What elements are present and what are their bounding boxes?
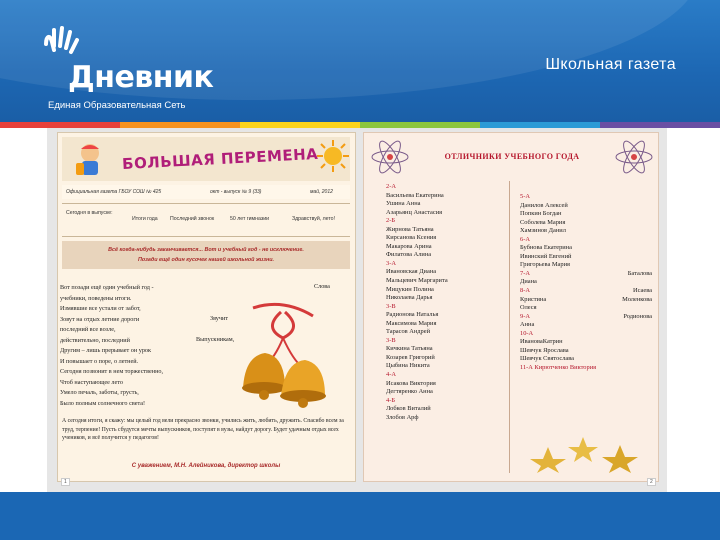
name-text: 4-Б xyxy=(386,396,395,404)
name-text: Шевчук Святослава xyxy=(520,355,574,363)
dnevnik-logo[interactable] xyxy=(38,22,218,111)
name-text: Макарова Арина xyxy=(386,242,432,250)
class-label xyxy=(520,270,656,279)
bells-illustration-icon xyxy=(223,298,343,413)
name-text: Мальцевич Маргарита xyxy=(386,277,448,285)
poem-line: Зовут на отдых летние дороги xyxy=(60,315,140,323)
poem-text xyxy=(60,283,210,409)
poem-line: действительно, последний xyxy=(60,336,130,344)
issue-number: окт - выпуск № 9 (33) xyxy=(210,189,262,195)
name-text: 8-А xyxy=(520,287,530,295)
name-text: Николаева Дарья xyxy=(386,294,433,302)
student-name xyxy=(386,286,506,295)
name-text: Злобов Арф xyxy=(386,413,419,421)
newspaper-page-left[interactable] xyxy=(57,132,356,482)
honor-roll-column-2 xyxy=(520,193,656,372)
stars-icon xyxy=(528,429,648,473)
contents-item[interactable]: Итоги года xyxy=(132,216,158,222)
poem-line: Измявшие все устали от забот, xyxy=(60,305,141,312)
student-name xyxy=(520,338,656,347)
name-text: Азарьянц Анастасия xyxy=(386,208,443,216)
student-name xyxy=(386,362,506,371)
class-label xyxy=(520,364,656,373)
name-text-right: Баталова xyxy=(627,269,652,277)
logo-wordmark: Дневник xyxy=(68,60,214,95)
student-name xyxy=(386,209,506,218)
name-text: 7-А xyxy=(520,269,530,277)
name-text: Хамзинов Данил xyxy=(520,227,566,235)
name-text: Тарасов Андрей xyxy=(386,328,430,336)
poem-line: Другим – лишь прерывает он урок xyxy=(60,347,152,354)
newspaper-page-right[interactable] xyxy=(363,132,659,482)
student-name xyxy=(386,345,506,354)
poem-line: Вот позади ещё один учебный год - xyxy=(60,284,154,291)
name-text: Мицукин Полина xyxy=(386,285,434,293)
name-text: Бубнова Екатерина xyxy=(520,244,572,252)
class-label xyxy=(386,303,506,312)
poem-line: Сегодня позвонит в нем торжественно, xyxy=(60,368,164,375)
name-text: Анна xyxy=(520,321,535,329)
newspaper-title: БОЛЬШАЯ ПЕРЕМЕНА xyxy=(121,144,319,174)
student-name xyxy=(520,253,656,262)
student-name xyxy=(520,347,656,356)
student-name xyxy=(520,304,656,313)
class-label xyxy=(520,330,656,339)
honor-roll-title: ОТЛИЧНИКИ УЧЕБНОГО ГОДА xyxy=(444,152,580,161)
poem-line-end: Звучит xyxy=(210,315,229,322)
class-label xyxy=(520,287,656,296)
poem-line: Было полным солнечного света! xyxy=(60,399,146,407)
issue-info-row xyxy=(62,185,350,199)
name-text: Кирсанова Ксения xyxy=(386,234,437,242)
poem-line: учебники, поведены итоги. xyxy=(60,294,132,302)
name-text: 3-В xyxy=(386,302,396,310)
name-text: Цыбина Никита xyxy=(386,362,430,370)
name-text: Данилов Алексей xyxy=(520,201,568,209)
quote-line: Позади ещё один кусочек нашей школьной жизни. xyxy=(137,257,275,263)
issue-contents xyxy=(62,203,350,237)
column-divider xyxy=(509,181,510,473)
name-text: Кристина xyxy=(520,295,547,303)
name-text: 2-А xyxy=(386,183,396,190)
name-text: Козарев Григорий xyxy=(386,353,435,361)
poem-line: Чтоб наступающее лето xyxy=(60,378,123,386)
student-name xyxy=(386,251,506,260)
class-label xyxy=(520,236,656,245)
name-text: Кичкина Татьяна xyxy=(386,345,433,353)
name-text: 11-А Кирютченко Виктория xyxy=(520,363,597,371)
slide-title: Школьная газета xyxy=(545,56,676,73)
name-text: Шевчук Ярослава xyxy=(520,346,569,354)
name-text: Диана xyxy=(520,278,537,286)
name-text: 3-А xyxy=(386,259,396,267)
name-text: Дегтяренко Анна xyxy=(386,388,433,396)
name-text: ИвановаКатрин xyxy=(520,338,563,346)
sun-icon xyxy=(316,139,350,173)
contents-item[interactable]: Последний звонок xyxy=(170,216,215,222)
student-name xyxy=(386,354,506,363)
name-text: Соболева Мария xyxy=(520,218,566,226)
quote-line: Всё когда-нибудь заканчивается... Вот и учебный год - не исключение. xyxy=(108,247,304,253)
name-text: Жирнова Татьяна xyxy=(386,225,434,233)
name-text: Ивановская Диана xyxy=(386,268,437,276)
student-name xyxy=(386,320,506,329)
student-name xyxy=(386,226,506,235)
name-text: Исакова Виктория xyxy=(386,379,436,387)
issue-publisher: Официальная газета ГБОУ СОШ № 425 xyxy=(66,189,162,195)
student-name xyxy=(386,311,506,320)
address-text: А сегодня итоги, я скажу: мы целый год вели прекрасно звонки, учились жить, любить, дружить. Спасибо всем за труд, терпение! Пусть сбудутся мечты выпускников, поступят в вузы, найдут дорогу. Будет удачным отдых всех учеников, и всё получится у педагогов! xyxy=(62,418,344,441)
class-label xyxy=(386,371,506,380)
name-text-right: Моленкова xyxy=(622,295,652,303)
poem-line-end: Выпускникам, xyxy=(196,336,235,343)
page-number: 2 xyxy=(647,478,656,486)
director-signature: С уважением, М.Н. Алейникова, директор школы xyxy=(131,463,281,469)
poem-line: Умело печаль, заботы, грусть, xyxy=(60,389,139,396)
contents-item[interactable]: Здравствуй, лето! xyxy=(292,216,335,222)
name-text: 10-А xyxy=(520,329,534,337)
name-text: Ивинский Евгений xyxy=(520,252,572,260)
student-name xyxy=(520,244,656,253)
class-label xyxy=(386,183,506,192)
name-text: 9-А xyxy=(520,312,530,320)
issue-date: май, 2012 xyxy=(310,189,333,195)
newspaper-viewer[interactable] xyxy=(47,128,667,492)
class-label xyxy=(386,217,506,226)
student-name xyxy=(386,380,506,389)
class-label xyxy=(386,397,506,406)
class-label xyxy=(520,313,656,322)
student-name xyxy=(520,321,656,330)
editorial-quote xyxy=(62,241,350,269)
student-name xyxy=(386,294,506,303)
student-name xyxy=(386,405,506,414)
student-name xyxy=(386,277,506,286)
contents-label: Сегодня в выпуске: xyxy=(66,210,113,216)
class-label xyxy=(386,337,506,346)
poem-line: последний все возле, xyxy=(60,326,116,333)
name-text: Васильева Екатерина xyxy=(386,191,444,199)
name-text-right: Родионова xyxy=(623,312,652,320)
student-name xyxy=(386,243,506,252)
name-text: 4-А xyxy=(386,371,396,379)
name-text: Лобков Виталий xyxy=(386,405,431,413)
student-name xyxy=(386,388,506,397)
logo-subtitle: Единая Образовательная Сеть xyxy=(48,100,186,111)
student-name xyxy=(520,210,656,219)
name-text: 3-В xyxy=(386,336,396,344)
student-name xyxy=(386,328,506,337)
newspaper-banner xyxy=(62,137,350,181)
student-name xyxy=(520,227,656,236)
name-text: Максимова Мария xyxy=(386,319,437,327)
name-text: Попкин Богдан xyxy=(520,210,562,218)
student-name xyxy=(386,200,506,209)
student-name xyxy=(386,268,506,277)
student-name xyxy=(520,278,656,287)
name-text: Радионова Наталья xyxy=(386,311,439,319)
mascot-icon xyxy=(72,141,108,181)
page-number: 1 xyxy=(61,478,70,486)
student-name xyxy=(520,261,656,270)
class-label xyxy=(520,193,656,202)
name-text: 2-Б xyxy=(386,217,395,225)
contents-item[interactable]: 50 лет гимназии xyxy=(230,216,269,222)
student-name xyxy=(520,355,656,364)
name-text: 6-А xyxy=(520,235,530,243)
class-label xyxy=(386,260,506,269)
student-name xyxy=(520,219,656,228)
student-name xyxy=(386,192,506,201)
student-name xyxy=(520,202,656,211)
student-name xyxy=(386,234,506,243)
name-text: Олеся xyxy=(520,304,537,312)
student-name xyxy=(520,296,656,305)
name-text: 5-А xyxy=(520,193,530,200)
slide-header xyxy=(0,0,720,122)
name-text: Филатова Алина xyxy=(386,251,432,259)
poem-line-end: Слова xyxy=(314,283,330,290)
name-text-right: Исаева xyxy=(633,287,652,295)
name-text: Григорьева Мария xyxy=(520,261,570,269)
poem-line: И повышает о поре, о летней. xyxy=(60,357,139,365)
honor-roll-column-1 xyxy=(386,183,506,422)
student-name xyxy=(386,414,506,423)
name-text: Ушина Анна xyxy=(386,200,421,208)
slide-footer xyxy=(0,492,720,540)
